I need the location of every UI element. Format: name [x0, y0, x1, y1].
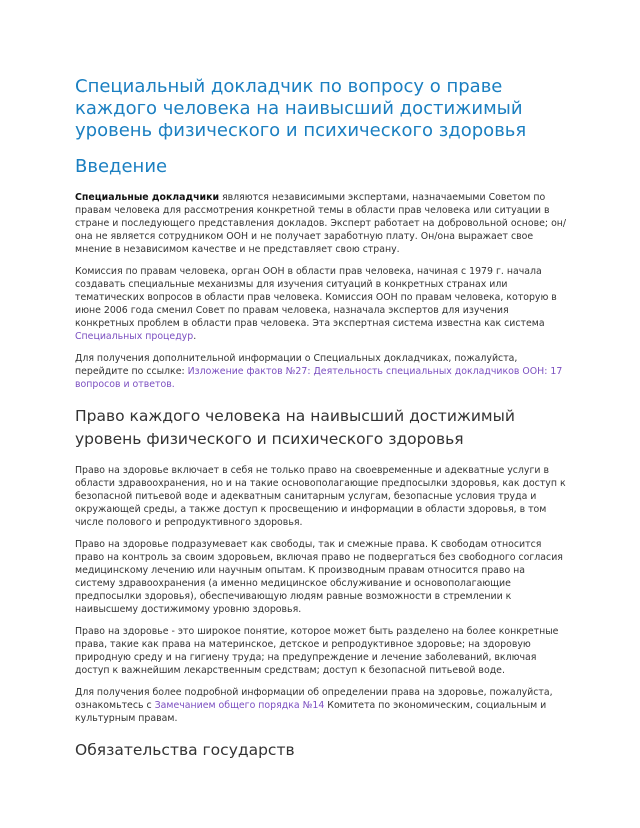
intro-paragraph-3: Для получения дополнительной информации о Специальных докладчиках, пожалуйста, перейдите по ссылке: Изложение фактов №27: Деятельность специальных докладчиков ООН: 17 вопросов и ответов. — [75, 353, 563, 390]
bold-term: Специальные докладчики — [75, 192, 220, 203]
right-paragraph-4: Для получения более подробной информации об определении права на здоровье, пожалуйста, ознакомьтесь с Замечанием общего порядка №14 Комитета по экономическим, социальным и культурным правам. — [75, 687, 553, 724]
intro-paragraph-1: Специальные докладчики являются независимыми экспертами, назначаемыми Советом по правам человека для рассмотрения конкретной темы в области прав человека или ситуации в стране и последующего представления докладов. Эксперт работает на добровольной основе; он/она не является сотрудником ООН и не получает заработную плату. Он/она выражает свое мнение в независимом качестве и не представляет свою страну. — [75, 192, 567, 255]
right-paragraph-2: Право на здоровье подразумевает как свободы, так и смежные права. К свободам относится право на контроль за своим здоровьем, включая право не подвергаться без свободного согласия медицинскому лечению или научным опытам. К производным правам относится право на систему здравоохранения (а именно медицинское обслуживание и основополагающие предпосылки здоровья), обеспечивающую людям равные возможности в стремлении к наивысшему достижимому уровню здоровья. — [75, 539, 563, 615]
right-to-health-heading: Право каждого человека на наивысший достижимый уровень физического и психического здоровья — [75, 407, 515, 448]
page-title: Специальный докладчик по вопросу о праве каждого человека на наивысший достижимый уровень физического и психического здоровья — [75, 76, 527, 141]
state-obligations-heading: Обязательства государств — [75, 741, 295, 759]
special-procedures-link[interactable]: Специальных процедур — [75, 331, 194, 342]
intro-paragraph-2: Комиссия по правам человека, орган ООН в области прав человека, начиная с 1979 г. начала создавать специальные механизмы для изучения ситуаций в конкретных странах или тематических вопросов в области прав человека. Комиссия ООН по правам человека, которую в июне 2006 года сменил Совет по правам человека, назначала экспертов для изучения конкретных проблем в области прав человека. Эта экспертная система известна как система Специальных процедур. — [75, 266, 557, 342]
document — [75, 76, 567, 775]
fact-sheet-27-link[interactable]: Изложение фактов №27: Деятельность специальных докладчиков ООН: 17 вопросов и ответов. — [75, 366, 563, 390]
right-paragraph-1: Право на здоровье включает в себя не только право на своевременные и адекватные услуги в области здравоохранения, но и на такие основополагающие предпосылки здоровья, как доступ к безопасной питьевой воде и адекватным санитарным услугам, безопасные условия труда и окружающей среды, а также доступ к просвещению и информации в области здоровья, в том числе полового и репродуктивного здоровья. — [75, 465, 566, 528]
general-comment-14-link[interactable]: Замечанием общего порядка №14 — [154, 700, 325, 711]
intro-heading: Введение — [75, 156, 168, 177]
right-paragraph-3: Право на здоровье - это широкое понятие, которое может быть разделено на более конкретные права, такие как права на материнское, детское и репродуктивное здоровье; на здоровую природную среду и на гигиену труда; на предупреждение и лечение заболеваний, включая доступ к важнейшим лекарственным средствам; доступ к безопасной питьевой воде. — [75, 626, 559, 676]
